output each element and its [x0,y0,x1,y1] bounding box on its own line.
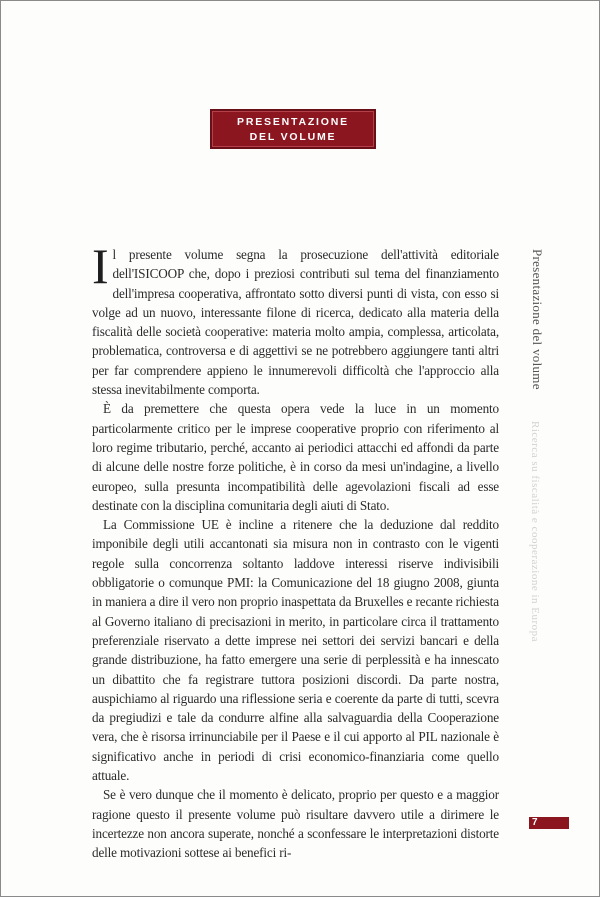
section-title-box [210,109,376,149]
page-number: 7 [529,817,569,829]
body-text [92,238,499,863]
paragraph-3: La Commissione UE è incline a ritenere che la deduzione dal reddito imponibile degli utili accantonati sia misura non in contrasto con le vigenti regole sulla concorrenza soltanto laddove interessi riserve indivisibili obbligatorie o comunque PMI: la Comunicazione del 18 giugno 2008, giunta in maniera a dire il vero non proprio inaspettata da Bruxelles e recante richiesta al Governo italiano di precisazioni in merito, in particolare circa il trattamento preferenziale riservato a dette imprese nei settori dei servizi bancari e della grande distribuzione, ha fatto emergere una serie di perplessità e ha innescato un dibattito che fa registrare tuttora posizioni discordi. Da parte nostra, auspichiamo al riguardo una riflessione seria e coerente da parte di tutti, scevra da pregiudizi e tale da condurre alfine alla salvaguardia della Cooperazione vera, che è risorsa irrinunciabile per il Paese e il cui apporto al PIL nazionale è significativo anche in periodi di crisi economico-finanziaria come quello attuale. [92,517,499,784]
faint-running-text: Ricerca su fiscalità e cooperazione in Europa [529,421,541,643]
section-title-line-2: DEL VOLUME [249,131,337,143]
paragraph-2: È da premettere che questa opera vede la luce in un momento particolarmente critico per le imprese cooperative proprio con riferimento al loro regime tributario, perché, accanto ai periodici attacchi ed affondi da parte di alcune delle nostre forze politiche, è in corso da mesi un'indagine, a livello europeo, sulla presunta incompatibilità delle agevolazioni fiscali ad esse destinate con la disciplina comunitaria degli aiuti di Stato. [92,401,499,513]
section-title-line-1: PRESENTAZIONE [237,116,349,128]
drop-cap: I [92,238,109,294]
running-title: Presentazione del volume [530,249,545,390]
paragraph-4: Se è vero dunque che il momento è delicato, proprio per questo e a maggior ragione questo il presente volume può risultare davvero utile a dirimere le incertezze non ancora superate, nonché a sconfessare le interpretazioni distorte delle motivazioni sottese ai benefici ri- [92,787,499,861]
paragraph-1 [92,238,499,399]
paragraph-1-text: l presente volume segna la prosecuzione dell'attività editoriale dell'ISICOOP che, dopo i preziosi contributi sul tema del finanziamento dell'impresa cooperativa, affrontato sotto diversi punti di vista, con esso si volge ad un nuovo, interessante filone di ricerca, dedicato alla materia della fiscalità delle società cooperative: materia molto ampia, complessa, articolata, problematica, controversa e di aggettivi se ne potrebbero aggiungere tanti altri per far comprendere appieno le innumerevoli difficoltà che l'approccio alla stessa inevitabilmente comporta. [92,247,499,398]
